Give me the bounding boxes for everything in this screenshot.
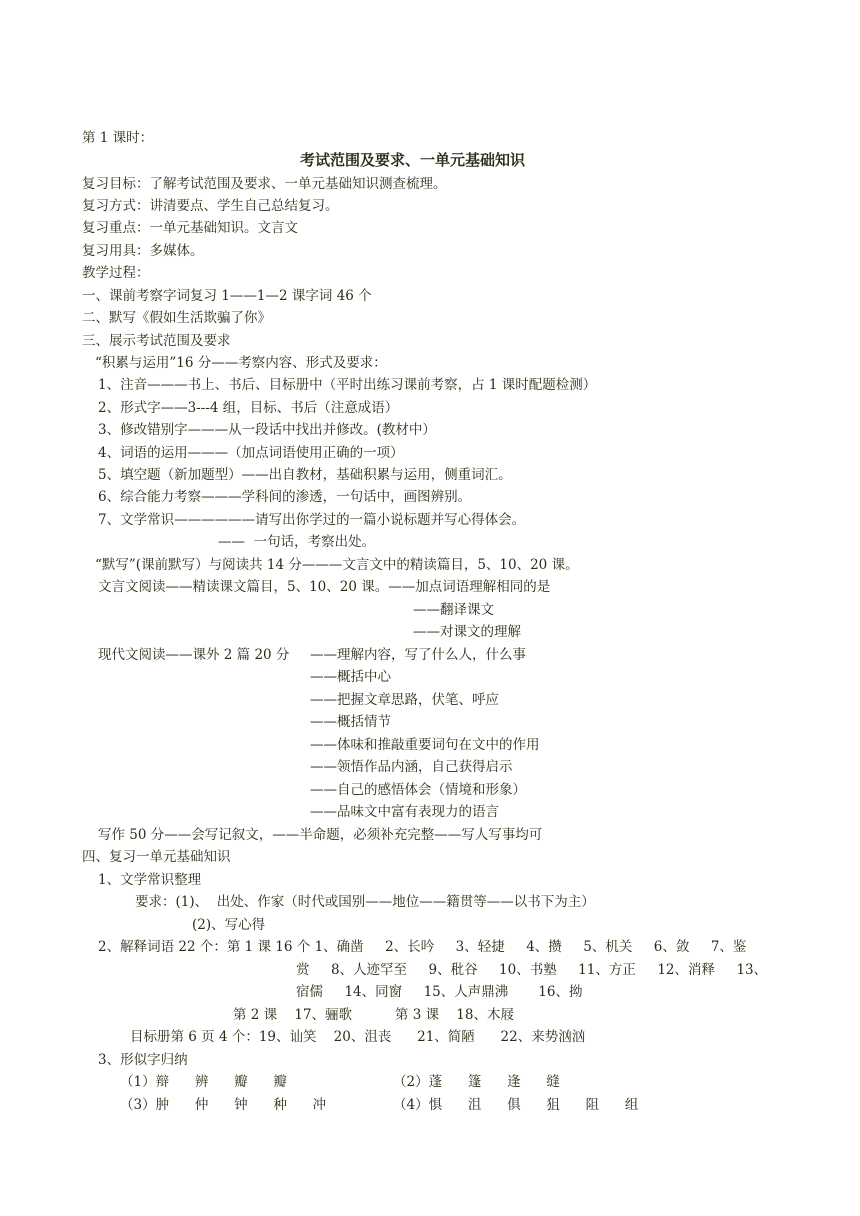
accum-item-4: 4、词语的运用———（加点词语使用正确的一项） xyxy=(98,445,404,461)
classical-reading: 文言文阅读——精读课文篇目，5、10、20 课。——加点词语理解相同的是 xyxy=(98,579,551,595)
writing-line: 写作 50 分——会写记叙文，——半命题，必须补充完整——写人写事均可 xyxy=(98,827,543,843)
section-2: 二、默写《假如生活欺骗了你》 xyxy=(82,310,271,326)
similar-group-3: （3）肿 仲 钟 种 冲 xyxy=(120,1097,327,1113)
accum-item-7: 7、文学常识——————请写出你学过的一篇小说标题并写心得体会。 xyxy=(98,512,526,528)
knowledge-1-req: 要求：(1)、 出处、作家（时代或国别——地位——籍贯等——以书下为主） xyxy=(135,894,595,910)
vocab-line-5: 目标册第 6 页 4 个：19、讪笑 20、沮丧 21、简陋 22、来势汹汹 xyxy=(130,1029,586,1045)
review-focus: 复习重点：一单元基础知识。文言文 xyxy=(82,220,298,236)
section-4: 四、复习一单元基础知识 xyxy=(82,849,231,865)
section-3: 三、展示考试范围及要求 xyxy=(82,333,231,349)
accum-item-6: 6、综合能力考察———学科间的渗透，一句话中，画图辨别。 xyxy=(98,489,472,505)
modern-sub-5: ——体味和推敲重要词句在文中的作用 xyxy=(310,737,540,753)
accum-item-3: 3、修改错别字———从一段话中找出并修改。(教材中） xyxy=(98,422,436,438)
vocab-line-1: 2、解释词语 22 个：第 1 课 16 个 1、确凿 2、长吟 3、轻捷 4、攒 5、机关 6、敛 7、鉴 xyxy=(98,939,747,955)
similar-group-4: （4）惧 沮 俱 狙 阻 组 xyxy=(393,1097,639,1113)
similar-chars-heading: 3、形似字归纳 xyxy=(98,1052,188,1068)
review-goal: 复习目标：了解考试范围及要求、一单元基础知识测查梳理。 xyxy=(82,176,447,192)
similar-group-2: （2）蓬 篷 逢 缝 xyxy=(393,1074,560,1090)
dictation-line: “默写”(课前默写）与阅读共 14 分———文言文中的精读篇目，5、10、20 课。 xyxy=(95,557,579,573)
vocab-line-2: 赏 8、人迹罕至 9、秕谷 10、书塾 11、方正 12、消释 13、 xyxy=(296,962,768,978)
accum-item-1: 1、注音———书上、书后、目标册中（平时出练习课前考察，占 1 课时配题检测） xyxy=(98,377,597,393)
accum-item-2: 2、形式字——3---4 组，目标、书后（注意成语） xyxy=(98,400,399,416)
section-1: 一、课前考察字词复习 1——1—2 课字词 46 个 xyxy=(82,288,372,304)
vocab-line-4: 第 2 课 17、骊歌 第 3 课 18、木屐 xyxy=(233,1007,514,1023)
modern-sub-7: ——自己的感悟体会（情境和形象） xyxy=(310,782,526,798)
page-title: 考试范围及要求、一单元基础知识 xyxy=(300,151,526,169)
modern-sub-3: ——把握文章思路，伏笔、呼应 xyxy=(310,692,499,708)
accumulation-heading: “积累与运用”16 分——考察内容、形式及要求： xyxy=(95,355,387,371)
review-tools: 复习用具：多媒体。 xyxy=(82,243,204,259)
teaching-process: 教学过程： xyxy=(82,265,150,281)
lesson-label: 第 1 课时： xyxy=(82,130,154,146)
modern-sub-4: ——概括情节 xyxy=(310,714,391,730)
knowledge-1-req-2: (2)、写心得 xyxy=(192,917,266,933)
modern-sub-1: ——理解内容，写了什么人，什么事 xyxy=(310,647,526,663)
accum-item-5: 5、填空题（新加题型）——出自教材，基础积累与运用，侧重词汇。 xyxy=(98,467,512,483)
similar-group-1: （1）辩 辨 瓣 瓣 xyxy=(120,1074,287,1090)
accum-item-7-sub: —— 一句话，考察出处。 xyxy=(218,534,376,550)
modern-reading: 现代文阅读——课外 2 篇 20 分 xyxy=(98,647,290,663)
modern-sub-6: ——领悟作品内涵，自己获得启示 xyxy=(310,759,513,775)
knowledge-1: 1、文学常识整理 xyxy=(98,872,202,888)
modern-sub-2: ——概括中心 xyxy=(310,669,391,685)
review-method: 复习方式：讲清要点、学生自己总结复习。 xyxy=(82,198,339,214)
classical-sub-1: ——翻译课文 xyxy=(413,602,494,618)
vocab-line-3: 宿儒 14、同窗 15、人声鼎沸 16、拗 xyxy=(296,984,583,1000)
classical-sub-2: ——对课文的理解 xyxy=(413,624,521,640)
modern-sub-8: ——品味文中富有表现力的语言 xyxy=(310,804,499,820)
